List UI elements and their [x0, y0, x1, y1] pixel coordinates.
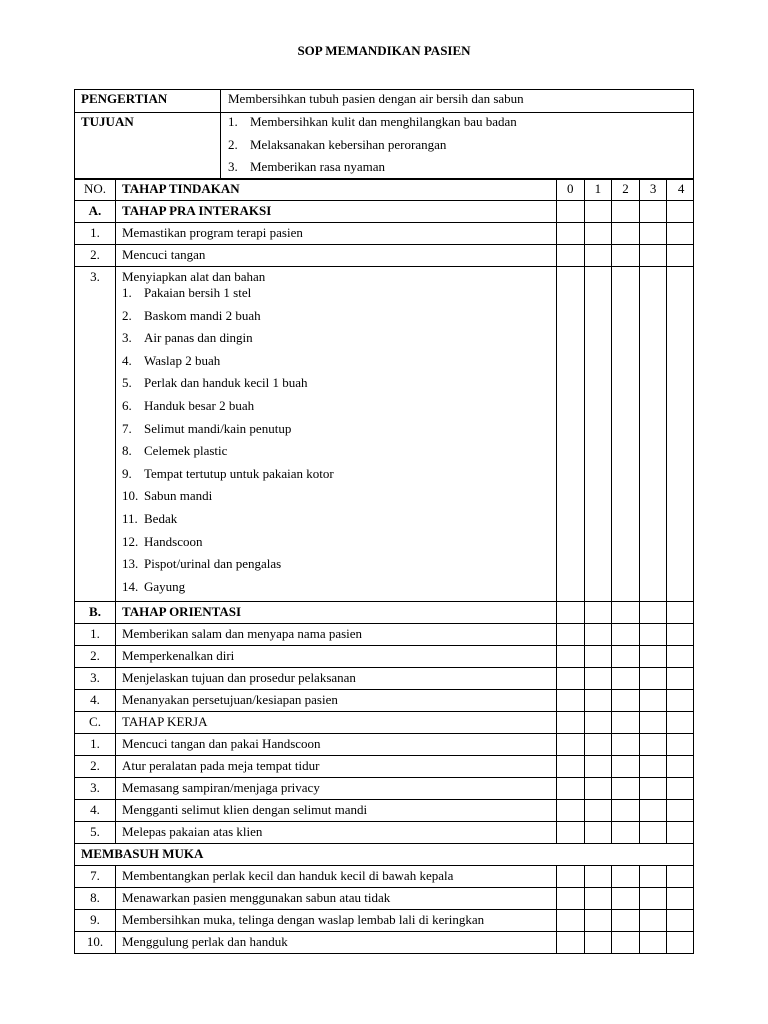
equipment-number: 13. [122, 556, 139, 572]
equipment-text: Pakaian bersih 1 stel [144, 285, 252, 300]
step-number: 1. [75, 223, 116, 244]
score-cell-3[interactable] [640, 668, 668, 689]
header-no: NO. [75, 179, 116, 200]
score-cell-4[interactable] [667, 690, 695, 711]
score-cell-4[interactable] [667, 602, 695, 623]
score-cell-3[interactable] [640, 712, 668, 733]
step-text: Memperkenalkan diri [122, 648, 235, 664]
score-cell-2[interactable] [612, 223, 640, 244]
goal-row [74, 113, 694, 180]
step-row [75, 689, 693, 711]
definition-row [74, 89, 694, 113]
step-text-cell [116, 910, 557, 931]
step-text-cell [116, 888, 557, 909]
checklist-table [74, 178, 694, 954]
score-cell-0[interactable] [557, 734, 585, 755]
score-cell-1[interactable] [585, 646, 613, 667]
equipment-number: 8. [122, 443, 132, 459]
score-cell-3[interactable] [640, 245, 668, 266]
equipment-item [122, 308, 556, 331]
score-cell-1[interactable] [585, 712, 613, 733]
goal-label: TUJUAN [75, 113, 221, 179]
score-cell-2[interactable] [612, 602, 640, 623]
step-row [75, 931, 693, 953]
step-number: 4. [75, 800, 116, 821]
equipment-text: Sabun mandi [144, 488, 213, 504]
step-row [75, 821, 693, 843]
step-number: 1. [75, 734, 116, 755]
equipment-number: 12. [122, 533, 139, 549]
step-number: 10. [75, 932, 116, 953]
score-header-3: 3 [640, 179, 668, 200]
score-cell-1[interactable] [585, 800, 613, 821]
score-header-4: 4 [677, 181, 685, 196]
step-text: Memberikan salam dan menyapa nama pasien [122, 626, 363, 642]
score-cell-3[interactable] [640, 690, 668, 711]
score-cell-2[interactable] [612, 910, 640, 931]
score-cell-3[interactable] [640, 778, 668, 799]
step-text-cell [116, 822, 557, 843]
equipment-number: 14. [122, 578, 139, 594]
score-cell-2[interactable] [612, 624, 640, 645]
score-cell-0[interactable] [557, 201, 585, 222]
equipment-item [122, 285, 556, 308]
score-cell-2[interactable] [612, 690, 640, 711]
score-cell-4[interactable] [667, 932, 695, 953]
step-text: Atur peralatan pada meja tempat tidur [122, 758, 320, 774]
step-number: C. [75, 712, 116, 733]
score-cell-0[interactable] [557, 932, 585, 953]
score-cell-0[interactable] [557, 602, 585, 623]
step-number: 3. [75, 778, 116, 799]
score-cell-2[interactable] [612, 756, 640, 777]
equipment-item [122, 511, 556, 534]
step-text-cell [116, 734, 557, 755]
score-cell-1[interactable] [585, 245, 613, 266]
step-row [75, 222, 693, 244]
step-row [75, 755, 693, 777]
equipment-number: 9. [122, 465, 132, 481]
score-cell-1[interactable] [585, 201, 613, 222]
score-cell-3[interactable] [640, 201, 668, 222]
table-header-row [75, 178, 693, 200]
info-table [74, 89, 694, 180]
step-text: Menjelaskan tujuan dan prosedur pelaksanan [122, 670, 356, 686]
step-text: Menawarkan pasien menggunakan sabun atau tidak [122, 890, 391, 906]
equipment-text: Tempat tertutup untuk pakaian kotor [144, 465, 334, 481]
score-cell-2[interactable] [612, 646, 640, 667]
goal-number: 3. [228, 159, 238, 175]
score-cell-4[interactable] [667, 245, 695, 266]
score-cell-1[interactable] [585, 267, 613, 601]
goal-item [228, 137, 693, 160]
score-cell-1[interactable] [585, 602, 613, 623]
score-cell-0[interactable] [557, 245, 585, 266]
equipment-text: Perlak dan handuk kecil 1 buah [144, 375, 308, 391]
step-number: 5. [75, 822, 116, 843]
score-cell-4[interactable] [667, 778, 695, 799]
score-cell-0[interactable] [557, 866, 585, 887]
score-cell-3[interactable] [640, 888, 668, 909]
step-row [75, 777, 693, 799]
step-text: TAHAP ORIENTASI [122, 604, 242, 620]
score-cell-0[interactable] [557, 668, 585, 689]
step-text: Membentangkan perlak kecil dan handuk kecil di bawah kepala [122, 868, 454, 884]
equipment-item [122, 556, 556, 579]
score-cell-3[interactable] [640, 822, 668, 843]
score-cell-1[interactable] [585, 866, 613, 887]
equipment-number: 2. [122, 307, 132, 323]
equipment-number: 6. [122, 397, 132, 413]
score-cell-2[interactable] [612, 712, 640, 733]
score-header-2: 2 [612, 179, 640, 200]
score-cell-2[interactable] [612, 932, 640, 953]
document-title: SOP MEMANDIKAN PASIEN [297, 43, 471, 58]
score-cell-1[interactable] [585, 910, 613, 931]
score-cell-2[interactable] [612, 734, 640, 755]
step-number: 2. [75, 245, 116, 266]
step-text-cell [116, 245, 557, 266]
header-step: TAHAP TINDAKAN [116, 179, 557, 200]
score-cell-3[interactable] [640, 910, 668, 931]
step-text: TAHAP PRA INTERAKSI [122, 203, 272, 218]
score-cell-4[interactable] [667, 624, 695, 645]
score-header-0: 0 [557, 179, 585, 200]
score-cell-1[interactable] [585, 223, 613, 244]
step-row [75, 865, 693, 887]
score-cell-4[interactable] [667, 223, 695, 244]
step-number: 1. [75, 624, 116, 645]
step-text-cell [116, 267, 557, 601]
equipment-text: Air panas dan dingin [144, 330, 253, 346]
section-row [75, 843, 693, 865]
score-cell-1[interactable] [585, 624, 613, 645]
step-number: B. [75, 602, 116, 623]
equipment-item [122, 488, 556, 511]
step-text: Memasang sampiran/menjaga privacy [122, 780, 320, 796]
goal-list-cell [221, 113, 693, 179]
equipment-item [122, 443, 556, 466]
step-text: Menanyakan persetujuan/kesiapan pasien [122, 692, 338, 708]
step-number: 9. [75, 910, 116, 931]
step-row [75, 623, 693, 645]
score-cell-1[interactable] [585, 756, 613, 777]
equipment-item [122, 353, 556, 376]
equipment-text: Selimut mandi/kain penutup [144, 420, 292, 436]
step-number: A. [75, 201, 116, 222]
step-row [75, 887, 693, 909]
score-cell-2[interactable] [612, 201, 640, 222]
score-cell-0[interactable] [557, 646, 585, 667]
score-cell-0[interactable] [557, 624, 585, 645]
goal-text: Memberikan rasa nyaman [250, 159, 386, 175]
step-text: TAHAP KERJA [122, 714, 208, 730]
score-cell-4[interactable] [667, 822, 695, 843]
score-cell-3[interactable] [640, 267, 668, 601]
goal-text: Membersihkan kulit dan menghilangkan bau badan [250, 114, 517, 129]
equipment-text: Pispot/urinal dan pengalas [144, 556, 282, 572]
score-cell-4[interactable] [667, 267, 695, 601]
score-cell-2[interactable] [612, 822, 640, 843]
score-cell-3[interactable] [640, 223, 668, 244]
score-cell-3[interactable] [640, 866, 668, 887]
step-text-cell [116, 690, 557, 711]
score-cell-3[interactable] [640, 734, 668, 755]
score-cell-1[interactable] [585, 668, 613, 689]
step-text: Memastikan program terapi pasien [122, 225, 303, 240]
score-cell-1[interactable] [585, 690, 613, 711]
equipment-text: Baskom mandi 2 buah [144, 307, 261, 323]
step-text-cell [116, 624, 557, 645]
step-text-cell [116, 646, 557, 667]
equipment-item [122, 466, 556, 489]
equipment-item [122, 421, 556, 444]
stage-row [75, 200, 693, 222]
step-text-cell [116, 602, 557, 623]
equipment-text: Gayung [144, 578, 186, 594]
score-cell-4[interactable] [667, 756, 695, 777]
score-cell-2[interactable] [612, 778, 640, 799]
score-cell-0[interactable] [557, 267, 585, 601]
score-cell-4[interactable] [667, 201, 695, 222]
step-row [75, 711, 693, 733]
goal-item [228, 114, 693, 137]
score-cell-3[interactable] [640, 602, 668, 623]
score-cell-3[interactable] [640, 932, 668, 953]
score-cell-0[interactable] [557, 690, 585, 711]
step-row [75, 667, 693, 689]
equipment-number: 10. [122, 488, 139, 504]
step-text-cell [116, 756, 557, 777]
section-title: MEMBASUH MUKA [81, 846, 204, 862]
score-cell-2[interactable] [612, 888, 640, 909]
step-text: Melepas pakaian atas klien [122, 824, 263, 840]
score-cell-0[interactable] [557, 756, 585, 777]
equipment-list [122, 285, 556, 601]
equipment-number: 3. [122, 330, 132, 346]
step-number: 2. [75, 756, 116, 777]
equipment-number: 5. [122, 375, 132, 391]
score-cell-0[interactable] [557, 822, 585, 843]
score-cell-4[interactable] [667, 800, 695, 821]
step-number: 3. [75, 668, 116, 689]
goal-number: 2. [228, 136, 238, 152]
goal-list [228, 114, 693, 182]
step-text: Menggulung perlak dan handuk [122, 934, 288, 950]
score-header-1: 1 [585, 179, 613, 200]
step-row [75, 645, 693, 667]
step-text-cell [116, 800, 557, 821]
step-text-cell [116, 668, 557, 689]
goal-text: Melaksanakan kebersihan perorangan [250, 136, 447, 152]
step-number: 8. [75, 888, 116, 909]
step-text: Mencuci tangan [122, 247, 206, 262]
score-cell-3[interactable] [640, 624, 668, 645]
step-row [75, 733, 693, 755]
equipment-text: Handscoon [144, 533, 203, 549]
score-cell-3[interactable] [640, 646, 668, 667]
equipment-number: 1. [122, 285, 132, 300]
step-number: 3. [75, 267, 116, 601]
score-cell-4[interactable] [667, 734, 695, 755]
score-cell-1[interactable] [585, 822, 613, 843]
step-text-cell [116, 712, 557, 733]
step-text-cell [116, 866, 557, 887]
equipment-number: 4. [122, 352, 132, 368]
definition-label: PENGERTIAN [75, 90, 221, 112]
score-cell-4[interactable] [667, 712, 695, 733]
step-text-cell [116, 201, 557, 222]
equipment-item [122, 534, 556, 557]
step-text: Mencuci tangan dan pakai Handscoon [122, 736, 321, 752]
equipment-item [122, 398, 556, 421]
equipment-item [122, 579, 556, 602]
equipment-text: Celemek plastic [144, 443, 228, 459]
score-cell-1[interactable] [585, 734, 613, 755]
equipment-text: Waslap 2 buah [144, 352, 221, 368]
equipment-item [122, 375, 556, 398]
score-cell-1[interactable] [585, 932, 613, 953]
equipment-item [122, 330, 556, 353]
score-cell-2[interactable] [612, 668, 640, 689]
score-cell-4[interactable] [667, 888, 695, 909]
equipment-number: 11. [122, 510, 138, 526]
score-cell-0[interactable] [557, 800, 585, 821]
step-text: Mengganti selimut klien dengan selimut mandi [122, 802, 368, 818]
score-cell-2[interactable] [612, 267, 640, 601]
score-cell-4[interactable] [667, 668, 695, 689]
step-text: Menyiapkan alat dan bahan [122, 269, 266, 284]
step-row [75, 266, 693, 601]
step-text-cell [116, 932, 557, 953]
goal-number: 1. [228, 114, 238, 129]
step-number: 2. [75, 646, 116, 667]
score-cell-2[interactable] [612, 866, 640, 887]
step-row [75, 799, 693, 821]
score-cell-4[interactable] [667, 910, 695, 931]
step-number: 7. [75, 866, 116, 887]
score-cell-0[interactable] [557, 778, 585, 799]
score-cell-0[interactable] [557, 910, 585, 931]
definition-value: Membersihkan tubuh pasien dengan air bersih dan sabun [228, 91, 524, 106]
step-text: Membersihkan muka, telinga dengan waslap lembab lali di keringkan [122, 912, 485, 928]
stage-row [75, 601, 693, 623]
score-cell-3[interactable] [640, 800, 668, 821]
equipment-text: Handuk besar 2 buah [144, 397, 255, 413]
step-row [75, 909, 693, 931]
score-cell-1[interactable] [585, 888, 613, 909]
step-row [75, 244, 693, 266]
score-cell-0[interactable] [557, 223, 585, 244]
equipment-text: Bedak [144, 510, 178, 526]
step-text-cell [116, 223, 557, 244]
score-cell-0[interactable] [557, 888, 585, 909]
equipment-number: 7. [122, 420, 132, 436]
step-text-cell [116, 778, 557, 799]
score-cell-1[interactable] [585, 778, 613, 799]
score-cell-4[interactable] [667, 866, 695, 887]
score-cell-2[interactable] [612, 800, 640, 821]
step-number: 4. [75, 690, 116, 711]
score-cell-4[interactable] [667, 646, 695, 667]
score-cell-0[interactable] [557, 712, 585, 733]
score-cell-2[interactable] [612, 245, 640, 266]
score-cell-3[interactable] [640, 756, 668, 777]
